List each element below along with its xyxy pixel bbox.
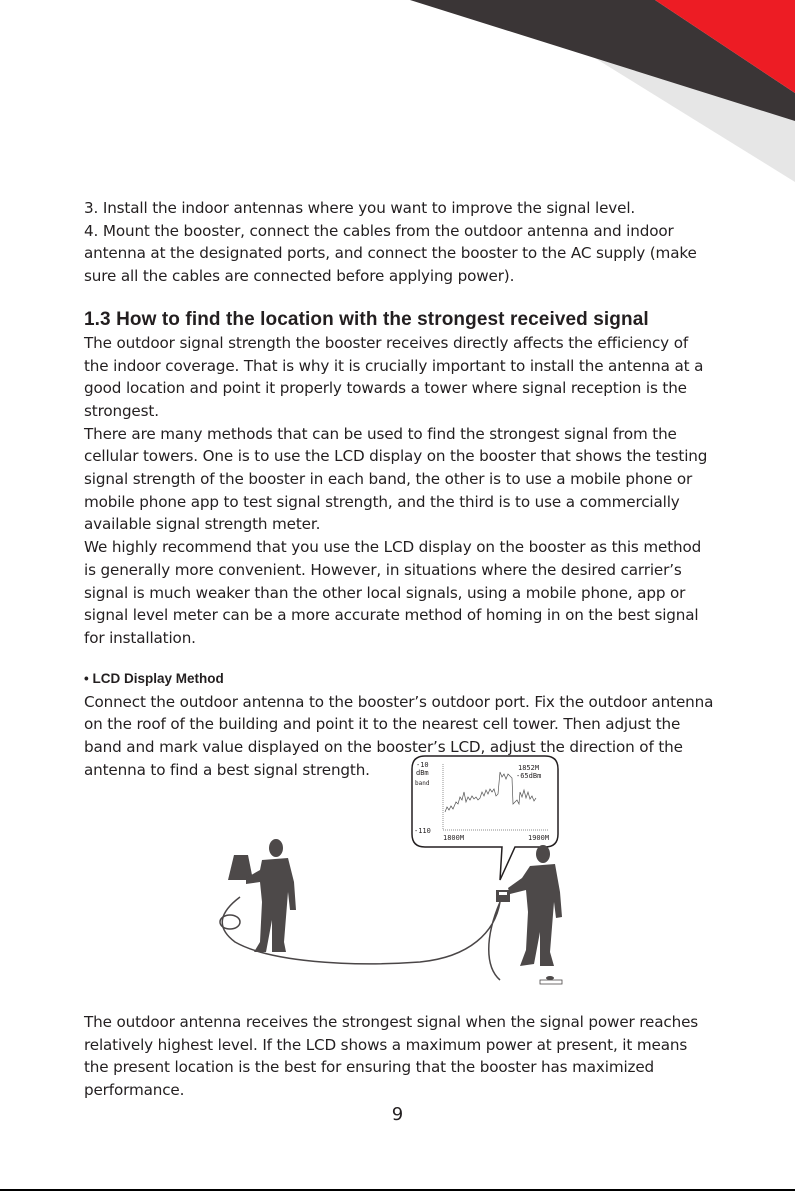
lcd-method-text: Connect the outdoor antenna to the booster’s outdoor port. Fix the outdoor antenna on the roof of the building and point it to the nearest cell tower. Then adjust the band and mark value displayed on the booster’s LCD, adjust the direction of the antenna to find a best signal strength. <box>84 692 714 779</box>
lcd-y-unit-label: dBm <box>416 769 429 777</box>
lcd-band-label: band <box>415 780 430 787</box>
lcd-marker-freq: 1852M <box>518 764 540 772</box>
lcd-x-start-label: 1800M <box>443 834 465 842</box>
section-title: 1.3 How to find the location with the strongest received signal <box>84 308 649 330</box>
lcd-x-end-label: 1900M <box>528 834 550 842</box>
lcd-y-bottom-label: -110 <box>414 827 431 835</box>
person-with-antenna <box>228 839 296 952</box>
conclusion-text: The outdoor antenna receives the strongest signal when the signal power reaches relatively highest level. If the LCD shows a maximum power at present, it means the present location is the best for ensuring that the booster has maximized performance. <box>84 1013 699 1100</box>
conclusion-block <box>84 1011 714 1102</box>
section-paragraph-2: There are many methods that can be used to find the strongest signal from the cellular towers. One is to use the LCD display on the booster that shows the testing signal strength of the booster in each band, the other is to use a mobile phone or mobile phone app to test signal strength, and the third is to use a commercially available signal strength meter. <box>84 424 708 534</box>
signal-meter-icon <box>496 890 510 902</box>
step-3: 3. Install the indoor antennas where you want to improve the signal level. <box>84 199 636 217</box>
lcd-y-top-label: -10 <box>416 761 429 769</box>
bottom-rule <box>0 1189 795 1191</box>
section-paragraph-3: We highly recommend that you use the LCD display on the booster as this method is generally more convenient. However, in situations where the desired carrier’s signal is much weaker than the other local signals, using a mobile phone, app or signal level meter can be a more accurate method of homing in on the best signal for installation. <box>84 538 702 647</box>
corner-decoration <box>0 0 795 200</box>
lcd-method-title: • LCD Display Method <box>84 670 224 686</box>
lcd-marker-level: -65dBm <box>516 772 542 780</box>
step-4: 4. Mount the booster, connect the cables from the outdoor antenna and indoor antenna at the designated ports, and connect the booster to the AC supply (make sure all the cables are connected before applying power). <box>84 221 697 286</box>
section-paragraph-1: The outdoor signal strength the booster receives directly affects the efficiency of the indoor coverage. That is why it is crucially important to install the antenna at a good location and point it properly towards a tower where signal reception is the strongest. <box>84 333 704 420</box>
booster-icon <box>540 980 562 984</box>
installation-illustration <box>200 752 600 992</box>
lcd-speech-bubble <box>412 756 558 880</box>
page-number: 9 <box>391 1104 404 1125</box>
main-content <box>84 197 714 781</box>
